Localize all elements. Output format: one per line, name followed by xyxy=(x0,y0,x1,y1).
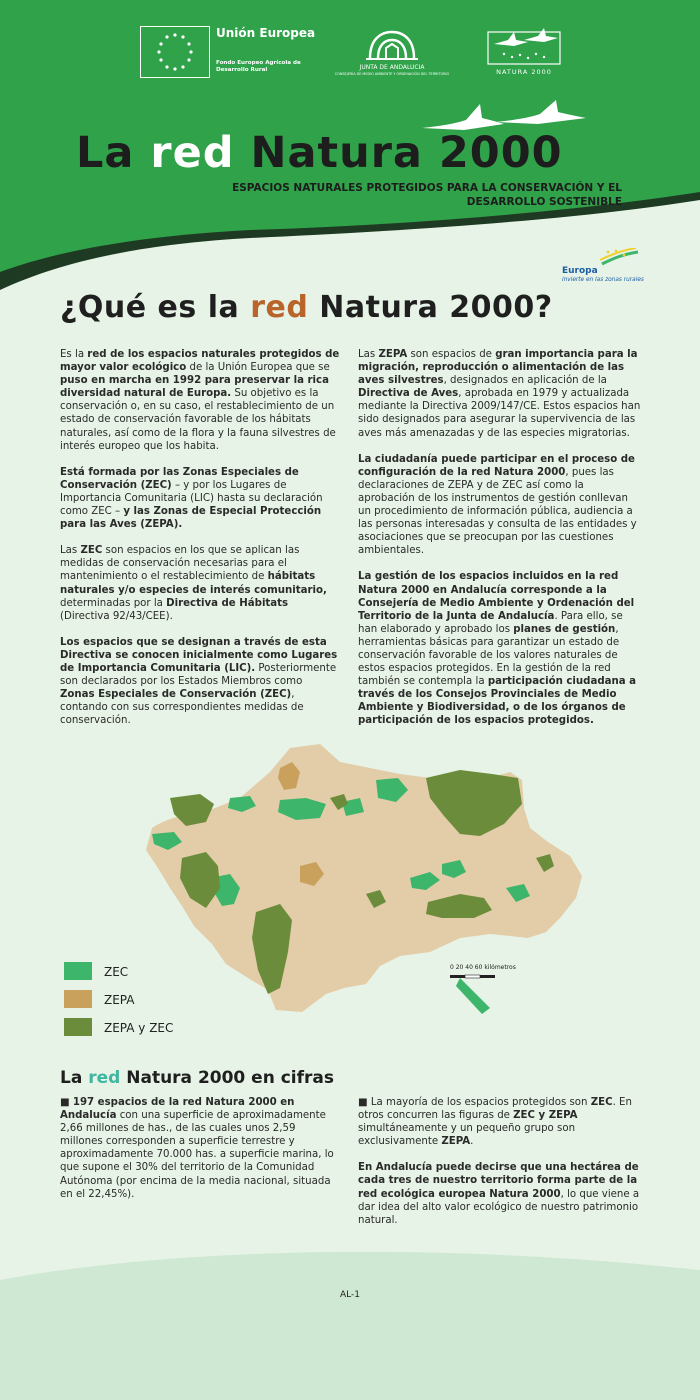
text-run: , pues las declaraciones de ZEPA y de ZEC así como la aprobación de los instrumentos de gestión conllevan un procedimiento de información pública, audiencia a las personas interesadas y consulta de las entidades y asociaciones que se preocupan por las cuestiones ambientales. xyxy=(358,466,637,557)
figures-left-column xyxy=(60,1096,340,1214)
natura-birds-icon xyxy=(484,24,564,66)
bold-run: La gestión de los espacios incluidos en la red Natura 2000 en Andalucía corresponde a la Consejería de Medio Ambiente y Ordenación del Territorio de la Junta de Andalucía xyxy=(358,571,635,622)
bold-run: Directiva de Aves xyxy=(358,388,459,400)
bold-run: y las Zonas de Especial Protección para las Aves (ZEPA). xyxy=(60,506,322,531)
europa-rural-logo xyxy=(562,248,642,288)
left-text-column xyxy=(60,348,340,740)
legend-item-zepa-zec xyxy=(64,1018,224,1038)
figures-title-part-2: Natura 2000 en cifras xyxy=(120,1068,335,1088)
paragraph xyxy=(358,1161,642,1226)
bold-run: ZEC xyxy=(80,545,103,557)
legend-swatch xyxy=(64,1018,92,1036)
section-title-accent: red xyxy=(250,290,309,325)
bold-run: Directiva de Hábitats xyxy=(166,597,289,609)
title-part-1: La xyxy=(76,128,151,178)
main-title-block xyxy=(76,128,636,178)
text-run: . xyxy=(470,1136,474,1148)
text-run: (Directiva 92/43/CEE). xyxy=(60,610,173,622)
text-run: . Para ello, se han elaborado y aprobado los xyxy=(358,610,623,635)
paragraph xyxy=(60,1096,340,1201)
figures-title xyxy=(60,1068,334,1088)
text-run: son espacios en los que se aplican las medidas de conservación necesarias para el mantenimiento o el restablecimiento de xyxy=(60,545,300,583)
text-run: determinadas por la xyxy=(60,597,167,609)
europa-word: Europa xyxy=(562,266,598,276)
text-run: ■ xyxy=(60,1097,73,1108)
eu-flag-icon xyxy=(140,26,210,78)
junta-department: CONSEJERÍA DE MEDIO AMBIENTE Y ORDENACIÓN DEL TERRITORIO xyxy=(334,72,450,76)
title-accent-word: red xyxy=(150,128,235,178)
paragraph xyxy=(358,570,642,727)
text-run: son espacios de xyxy=(407,349,496,360)
legend-swatch xyxy=(64,990,92,1008)
bold-run: Zonas Especiales de Conservación (ZEC) xyxy=(60,689,292,701)
bold-run: red de los espacios naturales protegidos de mayor valor ecológico xyxy=(60,349,340,374)
bold-run: hábitats naturales y/o especies de interés comunitario, xyxy=(60,571,327,596)
map-scale-bar xyxy=(450,964,550,984)
bold-run: planes de gestión xyxy=(513,623,616,635)
title-part-2: Natura 2000 xyxy=(234,128,563,178)
footer-background xyxy=(0,1240,700,1400)
text-run: – y por los Lugares de Importancia Comunitaria (LIC) hasta su declaración como ZEC – xyxy=(60,479,323,518)
text-run: simultáneamente y un pequeño grupo son exclusivamente xyxy=(358,1123,576,1148)
paragraph xyxy=(358,348,642,440)
text-run: Las xyxy=(60,545,81,557)
legend-label: ZEC xyxy=(104,965,129,979)
paragraph xyxy=(60,636,340,728)
bold-run: ZEC xyxy=(590,1097,613,1108)
legend-item-zepa xyxy=(64,990,224,1010)
bold-run: gran importancia para la migración, reproducción o alimentación de las aves silvestres xyxy=(358,349,638,387)
figures-title-accent: red xyxy=(88,1068,121,1088)
natura-name: NATURA 2000 xyxy=(496,68,552,76)
bold-run: Está formada por las Zonas Especiales de Conservación (ZEC) xyxy=(60,466,299,491)
section-title xyxy=(60,288,553,328)
text-run: , contando con sus correspondientes medidas de conservación. xyxy=(60,689,304,727)
page-code: AL-1 xyxy=(340,1290,360,1300)
text-run: , herramientas básicas para garantizar un estado de conservación favorable de los valores naturales de estos espacios protegidos. En la gestión de la red también se contempla la xyxy=(358,623,620,688)
text-run: Es la xyxy=(60,349,88,360)
europa-tagline: invierte en las zonas rurales xyxy=(562,277,644,283)
text-run: , aprobada en 1979 y actualizada mediante la Directiva 2009/147/CE. Estos espacios han sido designados para asegurar la supervivencia de las aves más amenazadas y de las especies migratorias. xyxy=(358,388,641,439)
paragraph xyxy=(358,1096,642,1148)
text-run: Su objetivo es la conservación o, en su caso, el restablecimiento de un estado de conservación favorable de los hábitats naturales, así como de la flora y la fauna silvestres de interés europeo que los habita. xyxy=(60,388,336,452)
natura-2000-logo xyxy=(484,24,564,80)
bold-run: En Andalucía puede decirse que una hectárea de cada tres de nuestro territorio forma parte de la red ecológica europea Natura 2000 xyxy=(358,1162,639,1200)
subtitle: ESPACIOS NATURALES PROTEGIDOS PARA LA CONSERVACIÓN Y EL DESARROLLO SOSTENIBLE xyxy=(232,182,622,208)
figures-title-part-1: La xyxy=(60,1068,89,1088)
paragraph xyxy=(60,348,340,453)
text-run: . En otros concurren las figuras de xyxy=(358,1097,632,1122)
bold-run: ZEC y ZEPA xyxy=(513,1110,578,1122)
eu-fund-name: Fondo Europeo Agrícola de Desarrollo Rural xyxy=(216,60,301,73)
text-run: , designados en aplicación de la xyxy=(443,375,607,387)
text-run: Las xyxy=(358,349,379,360)
text-run: Posteriormente son declarados por los Estados Miembros como xyxy=(60,662,337,688)
bold-run: ZEPA xyxy=(441,1136,471,1148)
text-run: , lo que viene a dar idea del alto valor ecológico de nuestro patrimonio natural. xyxy=(358,1188,640,1226)
legend-swatch xyxy=(64,962,92,980)
bold-run: ZEPA xyxy=(378,349,408,360)
section-title-part-2: Natura 2000? xyxy=(308,290,553,325)
text-run: con una superficie de aproximadamente 2,66 millones de has., de las cuales unos 2,59 millones corresponden a superficie terrestre y aproximadamente 70.000 has. a superficie marina, lo que supone el 30% del territorio de la Comunidad Autónoma (por encima de la media nacional, situada en el 22,45%). xyxy=(60,1110,334,1200)
eu-logo xyxy=(140,26,316,80)
text-run: de la Unión Europea que se xyxy=(186,362,330,374)
junta-andalucia-logo xyxy=(332,26,452,80)
legend-item-zec xyxy=(64,962,224,982)
right-text-column xyxy=(358,348,642,741)
main-title xyxy=(76,128,563,178)
scale-bar-graphic xyxy=(450,974,510,980)
figures-right-column xyxy=(358,1096,642,1240)
bold-run: La ciudadanía puede participar en el proceso de configuración de la red Natura 2000 xyxy=(358,453,635,478)
section-title-part-1: ¿Qué es la xyxy=(60,290,251,325)
bold-run: participación ciudadana a través de los Consejos Provinciales de Medio Ambiente y Biodiversidad, o de los órganos de participación de los espacios protegidos. xyxy=(358,676,637,727)
junta-emblem-icon xyxy=(362,26,422,62)
legend-label: ZEPA y ZEC xyxy=(104,1021,174,1035)
paragraph xyxy=(60,544,340,623)
legend-label: ZEPA xyxy=(104,993,135,1007)
bold-run: puso en marcha en 1992 para preservar la rica diversidad natural de Europa. xyxy=(60,375,329,400)
paragraph xyxy=(358,453,642,558)
text-run: ■ La mayoría de los espacios protegidos son xyxy=(358,1097,591,1108)
paragraph xyxy=(60,466,340,531)
junta-name: JUNTA DE ANDALUCIA xyxy=(359,64,425,71)
scale-labels: 0 20 40 60 kilómetros xyxy=(450,964,516,971)
eu-name: Unión Europea xyxy=(216,26,316,40)
bold-run: Los espacios que se designan a través de esta Directiva se conocen inicialmente como Lugares de Importancia Comunitaria (LIC). xyxy=(60,636,338,674)
europa-stars-icon xyxy=(562,248,642,266)
bold-run: 197 espacios de la red Natura 2000 en Andalucía xyxy=(60,1097,295,1122)
